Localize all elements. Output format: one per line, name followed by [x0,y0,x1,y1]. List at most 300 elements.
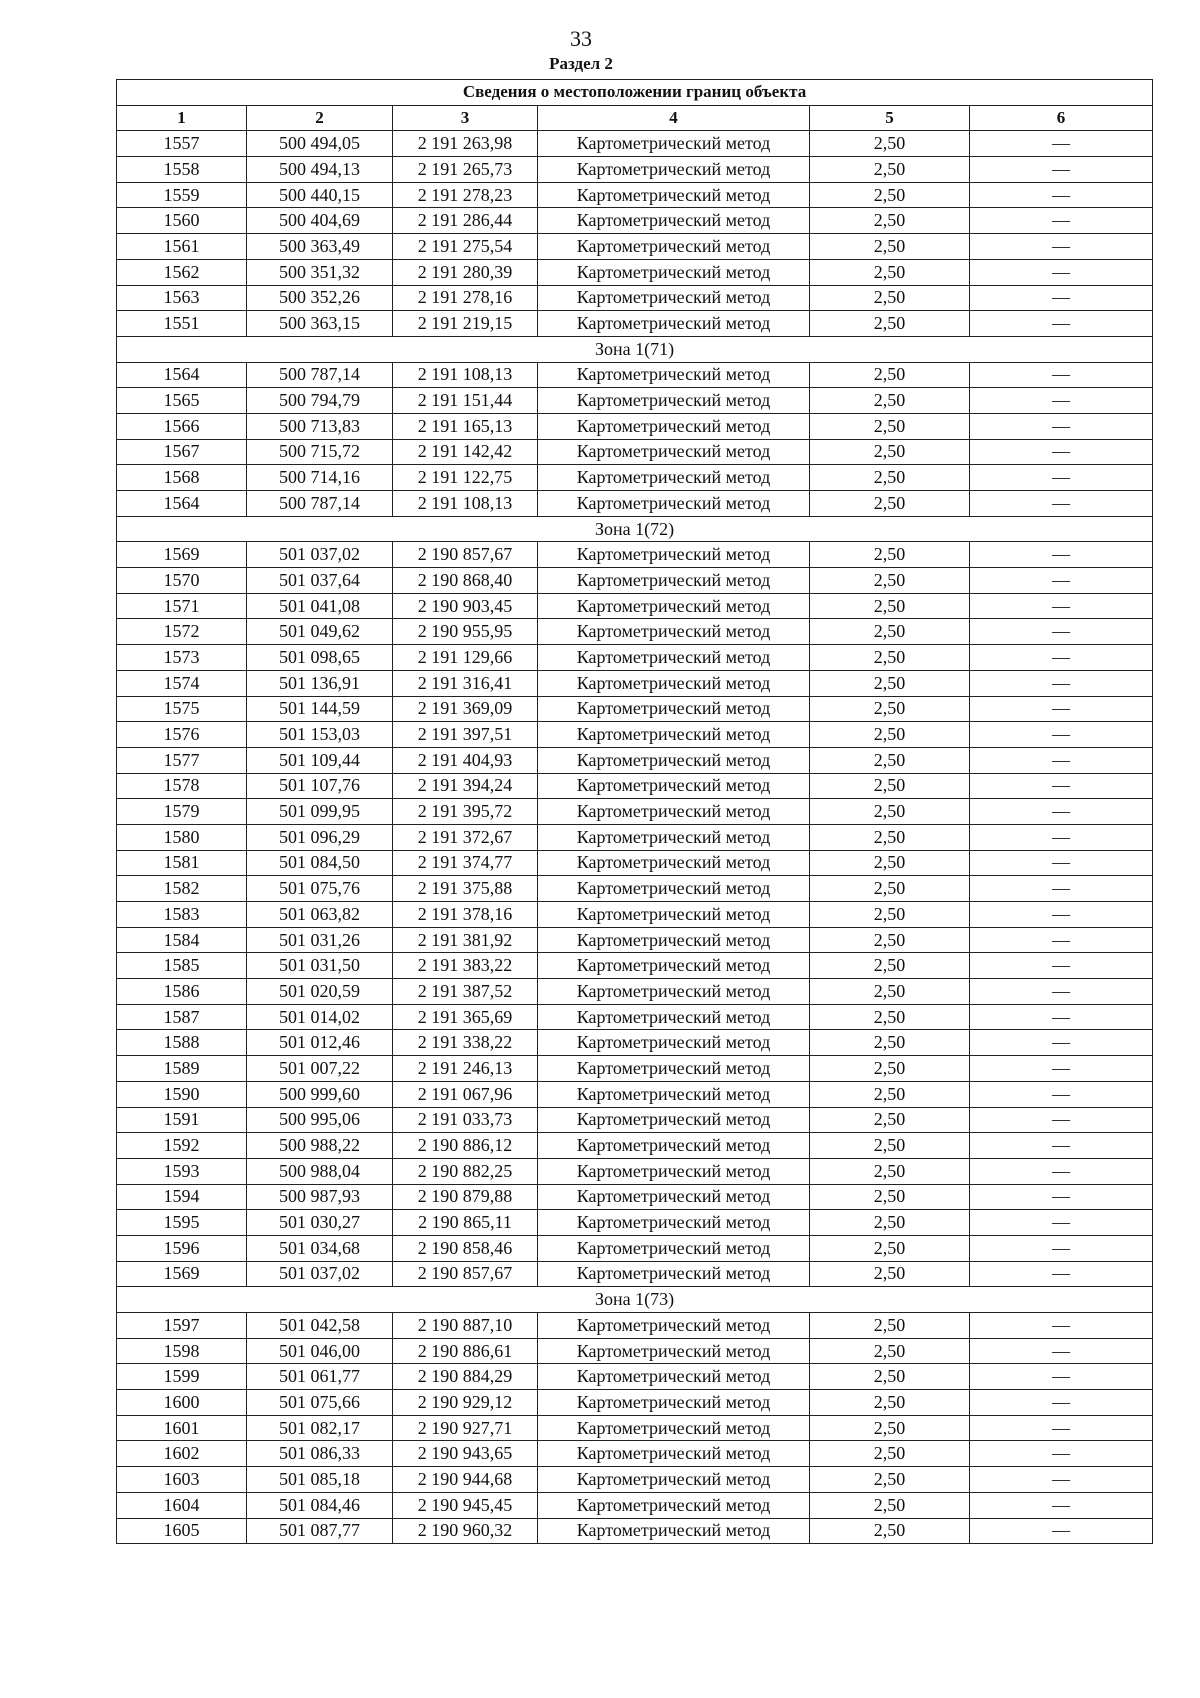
table-row [117,1133,1153,1159]
method-cell: Картометрический метод [538,1184,810,1210]
note-cell: — [970,1261,1153,1287]
point-number-cell: 1575 [117,696,247,722]
y-coordinate-cell: 2 190 868,40 [393,568,538,594]
table-row [117,773,1153,799]
y-coordinate-cell: 2 191 122,75 [393,465,538,491]
note-cell: — [970,722,1153,748]
point-number-cell: 1590 [117,1081,247,1107]
note-cell: — [970,285,1153,311]
accuracy-cell: 2,50 [810,439,970,465]
table-row [117,747,1153,773]
point-number-cell: 1582 [117,876,247,902]
accuracy-cell: 2,50 [810,1415,970,1441]
note-cell: — [970,799,1153,825]
note-cell: — [970,927,1153,953]
x-coordinate-cell: 501 007,22 [247,1056,393,1082]
x-coordinate-cell: 501 084,46 [247,1492,393,1518]
point-number-cell: 1565 [117,388,247,414]
y-coordinate-cell: 2 190 929,12 [393,1390,538,1416]
accuracy-cell: 2,50 [810,850,970,876]
y-coordinate-cell: 2 191 372,67 [393,824,538,850]
accuracy-cell: 2,50 [810,824,970,850]
y-coordinate-cell: 2 191 369,09 [393,696,538,722]
note-cell: — [970,182,1153,208]
point-number-cell: 1564 [117,491,247,517]
method-cell: Картометрический метод [538,696,810,722]
method-cell: Картометрический метод [538,311,810,337]
accuracy-cell: 2,50 [810,1390,970,1416]
note-cell: — [970,773,1153,799]
method-cell: Картометрический метод [538,413,810,439]
point-number-cell: 1557 [117,131,247,157]
point-number-cell: 1579 [117,799,247,825]
method-cell: Картометрический метод [538,362,810,388]
point-number-cell: 1605 [117,1518,247,1544]
y-coordinate-cell: 2 191 129,66 [393,645,538,671]
table-row [117,1107,1153,1133]
table-row [117,1313,1153,1339]
page-number: 33 [570,26,592,51]
zone-header-row [117,336,1153,362]
x-coordinate-cell: 501 082,17 [247,1415,393,1441]
zone-label: Зона 1(71) [117,336,1153,362]
note-cell: — [970,1210,1153,1236]
point-number-cell: 1592 [117,1133,247,1159]
point-number-cell: 1576 [117,722,247,748]
method-cell: Картометрический метод [538,645,810,671]
table-row [117,1184,1153,1210]
table-row [117,1030,1153,1056]
point-number-cell: 1571 [117,593,247,619]
x-coordinate-cell: 500 351,32 [247,259,393,285]
table-row [117,131,1153,157]
note-cell: — [970,953,1153,979]
note-cell: — [970,1338,1153,1364]
y-coordinate-cell: 2 190 903,45 [393,593,538,619]
accuracy-cell: 2,50 [810,465,970,491]
table-caption: Сведения о местоположении границ объекта [117,80,1153,106]
note-cell: — [970,850,1153,876]
note-cell: — [970,1492,1153,1518]
point-number-cell: 1587 [117,1004,247,1030]
point-number-cell: 1588 [117,1030,247,1056]
note-cell: — [970,1467,1153,1493]
x-coordinate-cell: 500 440,15 [247,182,393,208]
x-coordinate-cell: 501 049,62 [247,619,393,645]
table-row [117,1338,1153,1364]
x-coordinate-cell: 501 046,00 [247,1338,393,1364]
point-number-cell: 1598 [117,1338,247,1364]
x-coordinate-cell: 501 153,03 [247,722,393,748]
y-coordinate-cell: 2 191 338,22 [393,1030,538,1056]
point-number-cell: 1594 [117,1184,247,1210]
x-coordinate-cell: 500 787,14 [247,362,393,388]
x-coordinate-cell: 500 999,60 [247,1081,393,1107]
y-coordinate-cell: 2 191 278,23 [393,182,538,208]
method-cell: Картометрический метод [538,747,810,773]
method-cell: Картометрический метод [538,1518,810,1544]
table-row [117,1261,1153,1287]
table-row [117,670,1153,696]
zone-label: Зона 1(72) [117,516,1153,542]
y-coordinate-cell: 2 190 857,67 [393,542,538,568]
note-cell: — [970,491,1153,517]
y-coordinate-cell: 2 191 365,69 [393,1004,538,1030]
accuracy-cell: 2,50 [810,1158,970,1184]
method-cell: Картометрический метод [538,1364,810,1390]
method-cell: Картометрический метод [538,131,810,157]
x-coordinate-cell: 500 715,72 [247,439,393,465]
y-coordinate-cell: 2 190 858,46 [393,1235,538,1261]
boundary-coordinates-table [116,79,1153,1544]
accuracy-cell: 2,50 [810,1107,970,1133]
accuracy-cell: 2,50 [810,1030,970,1056]
accuracy-cell: 2,50 [810,722,970,748]
x-coordinate-cell: 501 034,68 [247,1235,393,1261]
section-title: Раздел 2 [549,54,613,73]
x-coordinate-cell: 500 363,15 [247,311,393,337]
note-cell: — [970,1184,1153,1210]
note-cell: — [970,1158,1153,1184]
note-cell: — [970,1081,1153,1107]
point-number-cell: 1586 [117,979,247,1005]
accuracy-cell: 2,50 [810,696,970,722]
accuracy-cell: 2,50 [810,157,970,183]
table-row [117,1390,1153,1416]
method-cell: Картометрический метод [538,824,810,850]
accuracy-cell: 2,50 [810,1441,970,1467]
x-coordinate-cell: 501 144,59 [247,696,393,722]
y-coordinate-cell: 2 191 381,92 [393,927,538,953]
note-cell: — [970,439,1153,465]
y-coordinate-cell: 2 191 280,39 [393,259,538,285]
column-header: 3 [393,105,538,131]
x-coordinate-cell: 501 012,46 [247,1030,393,1056]
y-coordinate-cell: 2 191 316,41 [393,670,538,696]
table-row [117,1158,1153,1184]
method-cell: Картометрический метод [538,1313,810,1339]
zone-header-row [117,1287,1153,1313]
method-cell: Картометрический метод [538,1056,810,1082]
x-coordinate-cell: 501 087,77 [247,1518,393,1544]
x-coordinate-cell: 501 063,82 [247,902,393,928]
table-row [117,491,1153,517]
accuracy-cell: 2,50 [810,645,970,671]
point-number-cell: 1583 [117,902,247,928]
accuracy-cell: 2,50 [810,953,970,979]
accuracy-cell: 2,50 [810,619,970,645]
method-cell: Картометрический метод [538,1390,810,1416]
x-coordinate-cell: 500 995,06 [247,1107,393,1133]
method-cell: Картометрический метод [538,1158,810,1184]
point-number-cell: 1559 [117,182,247,208]
method-cell: Картометрический метод [538,799,810,825]
y-coordinate-cell: 2 191 374,77 [393,850,538,876]
note-cell: — [970,388,1153,414]
y-coordinate-cell: 2 191 286,44 [393,208,538,234]
table-row [117,799,1153,825]
x-coordinate-cell: 501 042,58 [247,1313,393,1339]
note-cell: — [970,311,1153,337]
accuracy-cell: 2,50 [810,1492,970,1518]
y-coordinate-cell: 2 191 275,54 [393,234,538,260]
table-row [117,979,1153,1005]
method-cell: Картометрический метод [538,542,810,568]
point-number-cell: 1560 [117,208,247,234]
note-cell: — [970,824,1153,850]
point-number-cell: 1566 [117,413,247,439]
accuracy-cell: 2,50 [810,1004,970,1030]
note-cell: — [970,1030,1153,1056]
point-number-cell: 1584 [117,927,247,953]
y-coordinate-cell: 2 191 395,72 [393,799,538,825]
table-row [117,1467,1153,1493]
y-coordinate-cell: 2 190 886,61 [393,1338,538,1364]
y-coordinate-cell: 2 190 886,12 [393,1133,538,1159]
table-row [117,1492,1153,1518]
x-coordinate-cell: 501 109,44 [247,747,393,773]
note-cell: — [970,1133,1153,1159]
y-coordinate-cell: 2 190 945,45 [393,1492,538,1518]
y-coordinate-cell: 2 190 884,29 [393,1364,538,1390]
point-number-cell: 1564 [117,362,247,388]
note-cell: — [970,1313,1153,1339]
note-cell: — [970,208,1153,234]
note-cell: — [970,568,1153,594]
note-cell: — [970,259,1153,285]
x-coordinate-cell: 501 075,76 [247,876,393,902]
table-row [117,259,1153,285]
y-coordinate-cell: 2 191 378,16 [393,902,538,928]
method-cell: Картометрический метод [538,979,810,1005]
accuracy-cell: 2,50 [810,1081,970,1107]
y-coordinate-cell: 2 190 943,65 [393,1441,538,1467]
table-row [117,824,1153,850]
table-row [117,1235,1153,1261]
accuracy-cell: 2,50 [810,773,970,799]
note-cell: — [970,979,1153,1005]
point-number-cell: 1580 [117,824,247,850]
y-coordinate-cell: 2 191 387,52 [393,979,538,1005]
point-number-cell: 1603 [117,1467,247,1493]
method-cell: Картометрический метод [538,234,810,260]
accuracy-cell: 2,50 [810,131,970,157]
y-coordinate-cell: 2 191 151,44 [393,388,538,414]
note-cell: — [970,876,1153,902]
y-coordinate-cell: 2 191 397,51 [393,722,538,748]
note-cell: — [970,131,1153,157]
method-cell: Картометрический метод [538,1210,810,1236]
y-coordinate-cell: 2 190 944,68 [393,1467,538,1493]
table-row [117,568,1153,594]
method-cell: Картометрический метод [538,1441,810,1467]
table-row [117,1518,1153,1544]
x-coordinate-cell: 500 714,16 [247,465,393,491]
table-row [117,1364,1153,1390]
method-cell: Картометрический метод [538,388,810,414]
accuracy-cell: 2,50 [810,1133,970,1159]
point-number-cell: 1563 [117,285,247,311]
method-cell: Картометрический метод [538,1415,810,1441]
x-coordinate-cell: 500 494,13 [247,157,393,183]
x-coordinate-cell: 501 085,18 [247,1467,393,1493]
point-number-cell: 1569 [117,542,247,568]
accuracy-cell: 2,50 [810,927,970,953]
accuracy-cell: 2,50 [810,1364,970,1390]
table-row [117,413,1153,439]
accuracy-cell: 2,50 [810,208,970,234]
table-row [117,1441,1153,1467]
accuracy-cell: 2,50 [810,285,970,311]
accuracy-cell: 2,50 [810,1261,970,1287]
note-cell: — [970,645,1153,671]
method-cell: Картометрический метод [538,670,810,696]
accuracy-cell: 2,50 [810,670,970,696]
point-number-cell: 1604 [117,1492,247,1518]
note-cell: — [970,1107,1153,1133]
column-header: 1 [117,105,247,131]
method-cell: Картометрический метод [538,1107,810,1133]
point-number-cell: 1596 [117,1235,247,1261]
point-number-cell: 1562 [117,259,247,285]
point-number-cell: 1568 [117,465,247,491]
y-coordinate-cell: 2 191 246,13 [393,1056,538,1082]
x-coordinate-cell: 500 363,49 [247,234,393,260]
y-coordinate-cell: 2 191 219,15 [393,311,538,337]
table-row [117,1210,1153,1236]
note-cell: — [970,1518,1153,1544]
method-cell: Картометрический метод [538,619,810,645]
accuracy-cell: 2,50 [810,388,970,414]
note-cell: — [970,465,1153,491]
table-row [117,645,1153,671]
method-cell: Картометрический метод [538,1030,810,1056]
note-cell: — [970,234,1153,260]
table-row [117,157,1153,183]
x-coordinate-cell: 500 494,05 [247,131,393,157]
x-coordinate-cell: 501 014,02 [247,1004,393,1030]
y-coordinate-cell: 2 190 955,95 [393,619,538,645]
note-cell: — [970,157,1153,183]
method-cell: Картометрический метод [538,1133,810,1159]
method-cell: Картометрический метод [538,157,810,183]
method-cell: Картометрический метод [538,491,810,517]
note-cell: — [970,1056,1153,1082]
point-number-cell: 1585 [117,953,247,979]
accuracy-cell: 2,50 [810,1184,970,1210]
method-cell: Картометрический метод [538,285,810,311]
table-row [117,1056,1153,1082]
table-row [117,388,1153,414]
point-number-cell: 1578 [117,773,247,799]
point-number-cell: 1589 [117,1056,247,1082]
method-cell: Картометрический метод [538,568,810,594]
x-coordinate-cell: 501 099,95 [247,799,393,825]
accuracy-cell: 2,50 [810,542,970,568]
point-number-cell: 1591 [117,1107,247,1133]
method-cell: Картометрический метод [538,1081,810,1107]
point-number-cell: 1577 [117,747,247,773]
column-header: 2 [247,105,393,131]
note-cell: — [970,1004,1153,1030]
accuracy-cell: 2,50 [810,1467,970,1493]
method-cell: Картометрический метод [538,1261,810,1287]
table-row [117,1415,1153,1441]
note-cell: — [970,1415,1153,1441]
y-coordinate-cell: 2 190 857,67 [393,1261,538,1287]
y-coordinate-cell: 2 191 108,13 [393,362,538,388]
accuracy-cell: 2,50 [810,876,970,902]
accuracy-cell: 2,50 [810,362,970,388]
method-cell: Картометрический метод [538,1467,810,1493]
x-coordinate-cell: 500 352,26 [247,285,393,311]
method-cell: Картометрический метод [538,439,810,465]
accuracy-cell: 2,50 [810,1313,970,1339]
note-cell: — [970,902,1153,928]
y-coordinate-cell: 2 191 375,88 [393,876,538,902]
accuracy-cell: 2,50 [810,799,970,825]
column-header: 4 [538,105,810,131]
point-number-cell: 1574 [117,670,247,696]
accuracy-cell: 2,50 [810,979,970,1005]
x-coordinate-cell: 501 041,08 [247,593,393,619]
point-number-cell: 1599 [117,1364,247,1390]
note-cell: — [970,542,1153,568]
note-cell: — [970,747,1153,773]
method-cell: Картометрический метод [538,927,810,953]
column-header: 5 [810,105,970,131]
x-coordinate-cell: 501 037,64 [247,568,393,594]
note-cell: — [970,1390,1153,1416]
accuracy-cell: 2,50 [810,1210,970,1236]
x-coordinate-cell: 500 794,79 [247,388,393,414]
accuracy-cell: 2,50 [810,234,970,260]
table-row [117,182,1153,208]
point-number-cell: 1569 [117,1261,247,1287]
point-number-cell: 1581 [117,850,247,876]
x-coordinate-cell: 501 075,66 [247,1390,393,1416]
y-coordinate-cell: 2 191 142,42 [393,439,538,465]
note-cell: — [970,593,1153,619]
method-cell: Картометрический метод [538,902,810,928]
point-number-cell: 1561 [117,234,247,260]
accuracy-cell: 2,50 [810,491,970,517]
y-coordinate-cell: 2 191 067,96 [393,1081,538,1107]
accuracy-cell: 2,50 [810,182,970,208]
method-cell: Картометрический метод [538,850,810,876]
table-row [117,311,1153,337]
point-number-cell: 1600 [117,1390,247,1416]
x-coordinate-cell: 501 084,50 [247,850,393,876]
note-cell: — [970,670,1153,696]
y-coordinate-cell: 2 190 879,88 [393,1184,538,1210]
method-cell: Картометрический метод [538,465,810,491]
y-coordinate-cell: 2 191 394,24 [393,773,538,799]
point-number-cell: 1558 [117,157,247,183]
method-cell: Картометрический метод [538,1004,810,1030]
x-coordinate-cell: 500 988,04 [247,1158,393,1184]
x-coordinate-cell: 500 713,83 [247,413,393,439]
y-coordinate-cell: 2 190 927,71 [393,1415,538,1441]
table-row [117,722,1153,748]
table-row [117,208,1153,234]
table-row [117,1081,1153,1107]
method-cell: Картометрический метод [538,593,810,619]
table-row [117,439,1153,465]
point-number-cell: 1573 [117,645,247,671]
method-cell: Картометрический метод [538,182,810,208]
accuracy-cell: 2,50 [810,1338,970,1364]
